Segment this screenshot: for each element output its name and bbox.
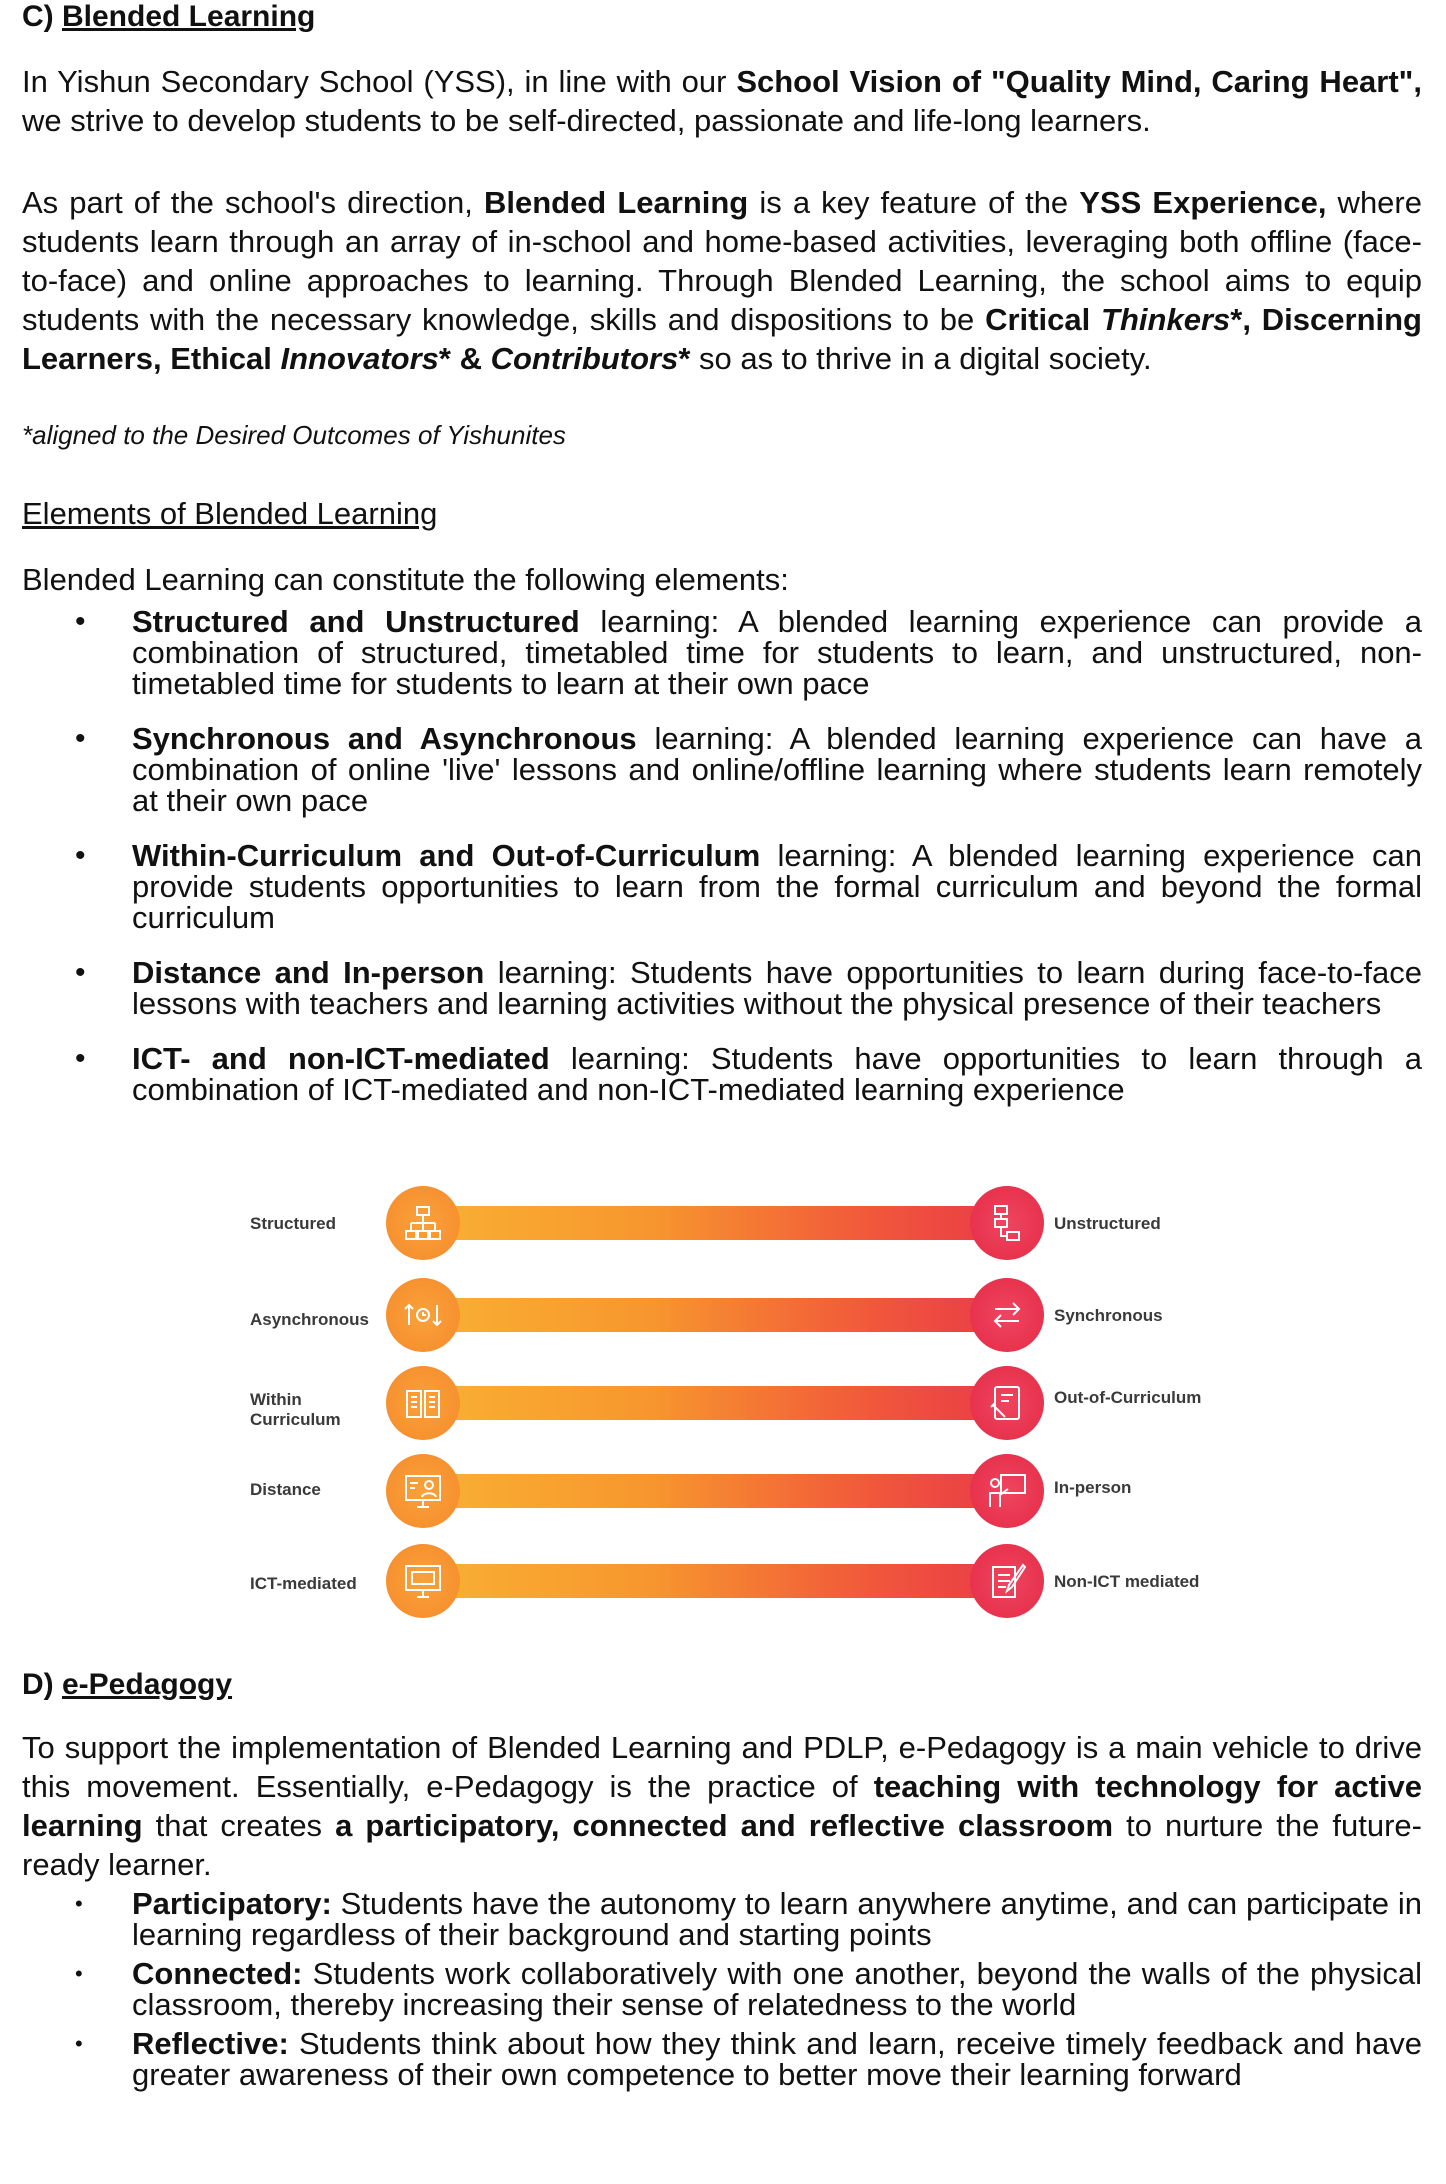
direction-paragraph: As part of the school's direction, Blended Learning is a key feature of the YSS Experience, where students learn through an array of in-school and home-based activities, leveraging both offline (face-to-face) and online approaches to learning. Through Blended Learning, the school aims to equip students with the necessary knowledge, skills and dispositions to be Critical Thinkers*, Discerning Learners, Ethical Innovators* & Contributors* so as to thrive in a digital society. [22, 185, 1422, 376]
list-item: • Distance and In-person learning: Students have opportunities to learn during face-to-face lessons with teachers and learning activities without the physical presence of their teachers [75, 955, 1423, 1021]
list-item: • Synchronous and Asynchronous learning: A blended learning experience can have a combination of online 'live' lessons and online/offline learning where students learn remotely at their own pace [75, 721, 1422, 818]
section-c-title: Blended Learning [62, 0, 316, 33]
gradient-bar [412, 1298, 1012, 1332]
diagram-left-label: Structured [250, 1214, 336, 1233]
blended-learning-diagram [22, 1160, 1422, 1640]
diagram-left-label: Within Curriculum [250, 1390, 341, 1429]
section-d-letter: D) [22, 1668, 54, 1701]
gradient-bar [412, 1206, 1012, 1240]
list-item: • Participatory: Students have the autonomy to learn anywhere anytime, and can participate in learning regardless of their background and starting points [75, 1886, 1422, 1952]
diagram-right-label: Non-ICT mediated [1054, 1572, 1200, 1591]
section-d-heading [22, 1668, 232, 1702]
book-icon [386, 1366, 460, 1440]
hierarchy-icon [386, 1186, 460, 1260]
elements-subheading: Elements of Blended Learning [22, 496, 438, 531]
screen-person-icon [386, 1454, 460, 1528]
gradient-bar [412, 1564, 1012, 1598]
tablet-pen-icon [970, 1366, 1044, 1440]
diagram-row-ict [22, 1542, 1422, 1622]
diagram-row-structured [22, 1184, 1422, 1264]
diagram-left-label: Distance [250, 1480, 321, 1499]
flowchart-icon [970, 1186, 1044, 1260]
footnote: *aligned to the Desired Outcomes of Yishunites [22, 420, 566, 450]
diagram-row-curriculum [22, 1364, 1422, 1444]
sync-arrows-icon [970, 1278, 1044, 1352]
diagram-right-label: Unstructured [1054, 1214, 1161, 1233]
section-d-title: e-Pedagogy [62, 1668, 233, 1701]
vision-paragraph: In Yishun Secondary School (YSS), in line with our School Vision of "Quality Mind, Caring Heart", we strive to develop students to be self-directed, passionate and life-long learners. [22, 64, 1422, 138]
elements-list [22, 606, 1422, 1105]
list-item: • Structured and Unstructured learning: A blended learning experience can provide a combination of structured, timetabled time for students to learn, and unstructured, non-timetabled time for students to learn at their own pace [75, 604, 1422, 701]
list-item: • ICT- and non-ICT-mediated learning: Students have opportunities to learn through a combination of ICT-mediated and non-ICT-mediated learning experience [75, 1041, 1422, 1107]
epedagogy-paragraph: To support the implementation of Blended Learning and PDLP, e-Pedagogy is a main vehicle to drive this movement. Essentially, e-Pedagogy is the practice of teaching with technology for active learning that creates a participatory, connected and reflective classroom to nurture the future-ready learner. [22, 1730, 1422, 1882]
monitor-icon [386, 1544, 460, 1618]
diagram-left-label: ICT-mediated [250, 1574, 357, 1593]
diagram-row-asynchronous [22, 1276, 1422, 1356]
diagram-right-label: Out-of-Curriculum [1054, 1388, 1202, 1407]
section-c-letter: C) [22, 0, 54, 33]
diagram-row-distance [22, 1452, 1422, 1532]
elements-intro: Blended Learning can constitute the following elements: [22, 562, 789, 597]
epedagogy-list [22, 1888, 1422, 2090]
section-c-heading [22, 0, 315, 34]
diagram-right-label: Synchronous [1054, 1306, 1163, 1325]
list-item: • Within-Curriculum and Out-of-Curriculum learning: A blended learning experience can provide students opportunities to learn from the formal curriculum and beyond the formal curriculum [75, 838, 1422, 935]
diagram-right-label: In-person [1054, 1478, 1132, 1497]
list-item: • Connected: Students work collaboratively with one another, beyond the walls of the physical classroom, thereby increasing their sense of relatedness to the world [75, 1956, 1422, 2022]
presenter-icon [970, 1454, 1044, 1528]
list-item: • Reflective: Students think about how they think and learn, receive timely feedback and have greater awareness of their own competence to better move their learning forward [75, 2026, 1422, 2092]
gradient-bar [412, 1474, 1012, 1508]
paper-pen-icon [970, 1544, 1044, 1618]
diagram-left-label: Asynchronous [250, 1310, 370, 1329]
gradient-bar [412, 1386, 1012, 1420]
async-arrows-icon [386, 1278, 460, 1352]
